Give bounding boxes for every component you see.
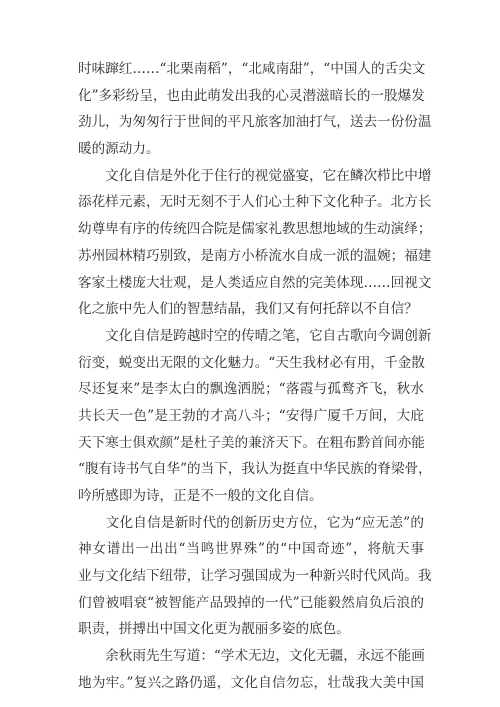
text-line: 业与文化结下纽带，让学习强国成为一种新兴时代风尚。我 [78,568,432,585]
text-line: 文化自信是新时代的创新历史方位，它为“应无恙”的 [78,514,424,531]
text-line: 文化自信是外化于住行的视觉盛宴，它在鳞次栉比中增 [78,167,432,184]
text-line: 劲儿，为匆匆行于世间的平凡旅客加油打气，送去一份份温 [78,114,432,131]
text-line: 职责，拼搏出中国文化更为靓丽多姿的底色。 [78,621,350,638]
text-line: “腹有诗书气自华”的当下，我认为挺直中华民族的脊梁骨， [78,461,432,478]
text-line: 时味蹿红……“北栗南稻”，“北咸南甜”，“中国人的舌尖文 [78,61,426,77]
text-line: 尽还复来”是李太白的飘逸洒脱；“落霞与孤鹜齐飞，秋水 [78,381,424,398]
text-line: 客家土楼庞大壮观，是人类适应自然的完美体现……回视文 [78,274,432,291]
text-line: 吟所感即为诗，正是不一般的文化自信。 [78,488,323,504]
text-line: 地为牢。”复兴之路仍遥，文化自信勿忘，壮哉我大美中国 [78,674,424,691]
text-line: 暖的源动力。 [78,141,160,158]
text-line: 文化自信是跨越时空的传晴之笔，它自古歌向今调创新 [78,327,432,344]
essay-body [78,56,432,697]
text-line: 幼尊卑有序的传统四合院是儒家礼教思想地域的生动演绎； [78,221,432,238]
text-line: 神女谱出一出出“当鸣世界殊”的“中国奇迹”，将航天事 [78,541,424,558]
text-line: 化之旅中先人们的智慧结晶，我们又有何托辞以不自信？ [78,301,418,318]
text-line: 共长天一色”是王勃的才高八斗；“安得广厦千万间，大庇 [78,407,424,424]
text-line: 们曾被唱衰“被智能产品毁掉的一代”已能毅然肩负后浪的 [78,594,424,611]
text-line: 苏州园林精巧别致，是南方小桥流水自成一派的温婉；福建 [78,247,432,264]
text-line: 余秋雨先生写道：“学术无边，文化无疆，永远不能画 [78,648,425,665]
text-line: 添花样元素，无时无刻不于人们心土种下文化种子。北方长 [78,194,432,211]
text-line: 天下寒士俱欢颜”是杜子美的兼济天下。在粗布黔首间亦能 [78,434,425,451]
text-line: 化”多彩纷呈，也由此萌发出我的心灵潜滋暗长的一股爆发 [78,87,425,104]
text-line: 衍变，蜕变出无限的文化魅力。“天生我材必有用，千金散 [78,354,425,371]
